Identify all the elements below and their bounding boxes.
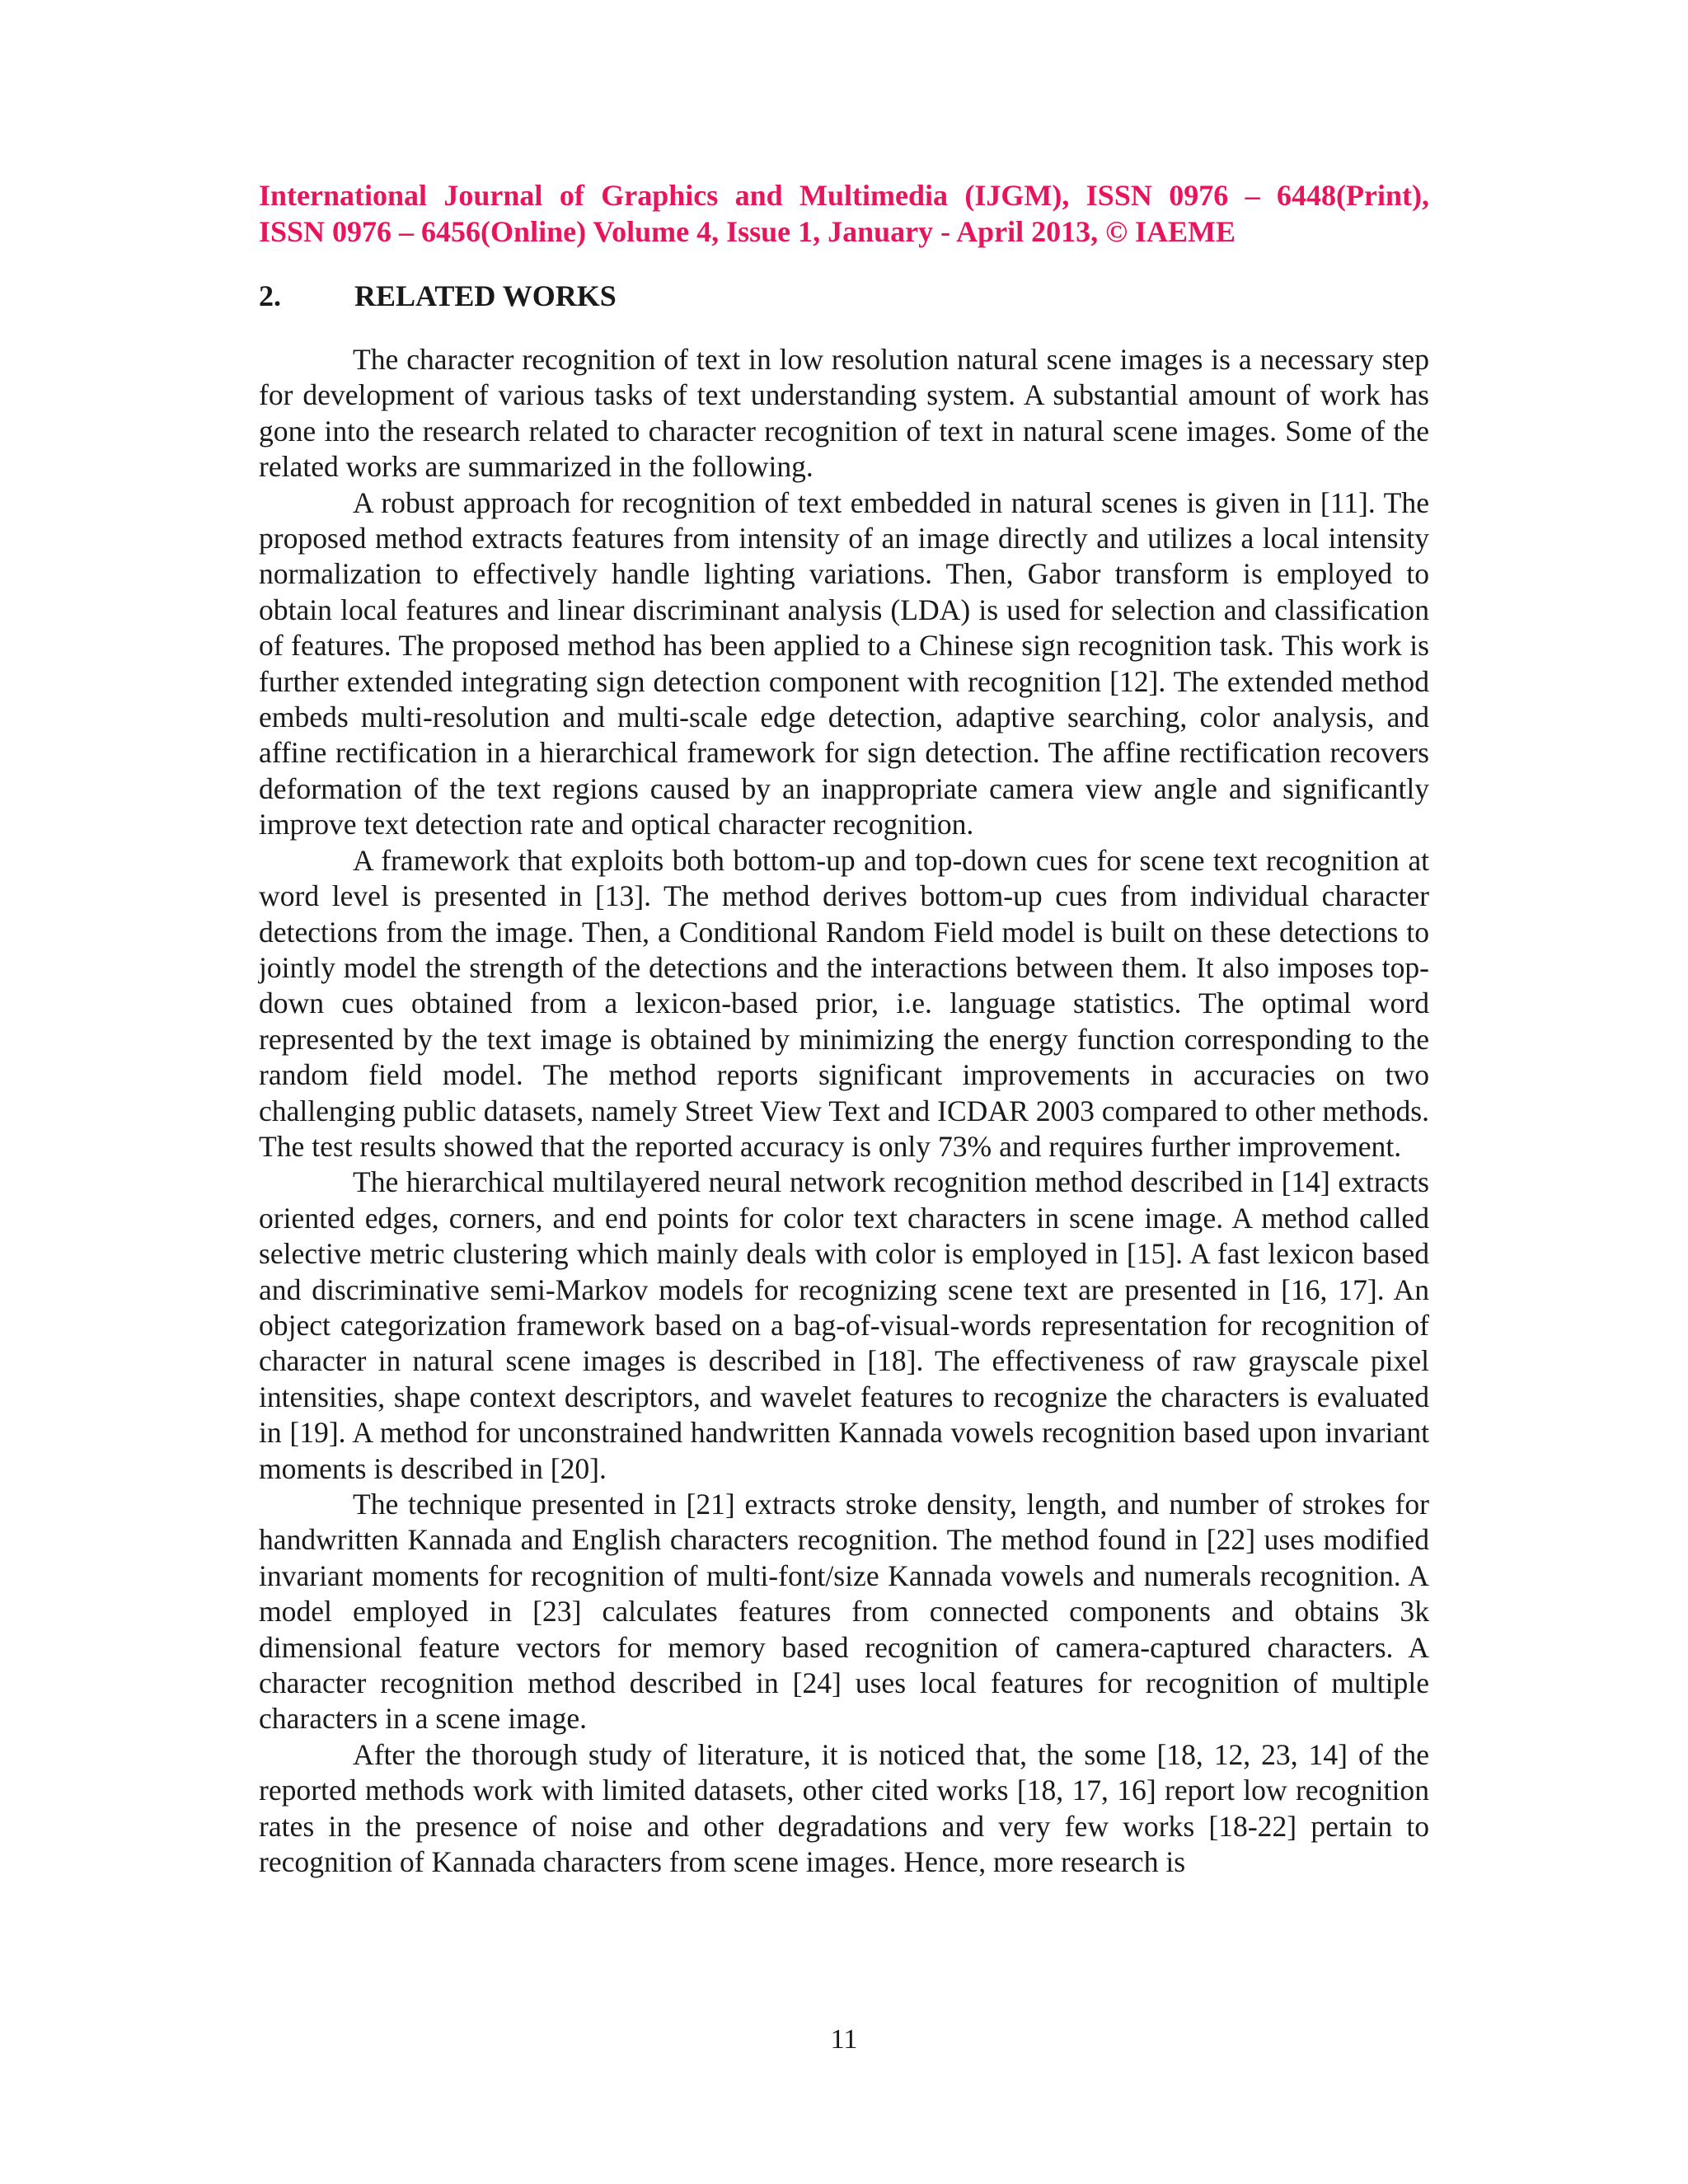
- paragraph: A framework that exploits both bottom-up and top-down cues for scene text recognition at word level is presented in [13]. The method derives bottom-up cues from individual character detections from the image. Then, a Conditional Random Field model is built on these detections to jointly model the strength of the detections and the interactions between them. It also imposes top-down cues obtained from a lexicon-based prior, i.e. language statistics. The optimal word represented by the text image is obtained by minimizing the energy function corresponding to the random field model. The method reports significant improvements in accuracies on two challenging public datasets, namely Street View Text and ICDAR 2003 compared to other methods. The test results showed that the reported accuracy is only 73% and requires further improvement.: [259, 843, 1429, 1163]
- paragraph-continued: After the thorough study of literature, it is noticed that, the some [18, 12, 23, 14] of the reported methods work with limited datasets, other cited works [18, 17, 16] report low recognition rates in the presence of noise and other degradations and very few works [18-22] pertain to recognition of Kannada characters from scene images. Hence, more research is: [259, 1737, 1429, 1879]
- paragraph: The character recognition of text in low resolution natural scene images is a necessary step for development of various tasks of text understanding system. A substantial amount of work has gone into the research related to character recognition of text in natural scene images. Some of the related works are summarized in the following.: [259, 343, 1429, 484]
- page-number: 11: [830, 2024, 858, 2055]
- journal-header: [259, 177, 1429, 250]
- paragraph: The hierarchical multilayered neural network recognition method described in [14] extracts oriented edges, corners, and end points for color text characters in scene image. A method called selective metric clustering which mainly deals with color is employed in [15]. A fast lexicon based and discriminative semi-Markov models for recognizing scene text are presented in [16, 17]. An object categorization framework based on a bag-of-visual-words representation for recognition of character in natural scene images is described in [18]. The effectiveness of raw grayscale pixel intensities, shape context descriptors, and wavelet features to recognize the characters is evaluated in [19]. A method for unconstrained handwritten Kannada vowels recognition based upon invariant moments is described in [20].: [259, 1165, 1429, 1485]
- paragraph: The technique presented in [21] extracts stroke density, length, and number of strokes for handwritten Kannada and English characters recognition. The method found in [22] uses modified invariant moments for recognition of multi-font/size Kannada vowels and numerals recognition. A model employed in [23] calculates features from connected components and obtains 3k dimensional feature vectors for memory based recognition of camera-captured characters. A character recognition method described in [24] uses local features for recognition of multiple characters in a scene image.: [259, 1488, 1429, 1736]
- section-body: [259, 342, 1429, 1880]
- section-heading: [259, 278, 1429, 314]
- journal-header-line-1: International Journal of Graphics and Multimedia (IJGM), ISSN 0976 – 6448(Print),: [259, 179, 1429, 212]
- section-number: 2.: [259, 279, 281, 312]
- page-content: [259, 177, 1429, 1880]
- section-title: RELATED WORKS: [354, 279, 617, 312]
- journal-header-line-2: ISSN 0976 – 6456(Online) Volume 4, Issue 1, January - April 2013, © IAEME: [259, 215, 1236, 248]
- paragraph: A robust approach for recognition of text embedded in natural scenes is given in [11]. The proposed method extracts features from intensity of an image directly and utilizes a local intensity normalization to effectively handle lighting variations. Then, Gabor transform is employed to obtain local features and linear discriminant analysis (LDA) is used for selection and classification of features. The proposed method has been applied to a Chinese sign recognition task. This work is further extended integrating sign detection component with recognition [12]. The extended method embeds multi-resolution and multi-scale edge detection, adaptive searching, color analysis, and affine rectification in a hierarchical framework for sign detection. The affine rectification recovers deformation of the text regions caused by an inappropriate camera view angle and significantly improve text detection rate and optical character recognition.: [259, 485, 1429, 841]
